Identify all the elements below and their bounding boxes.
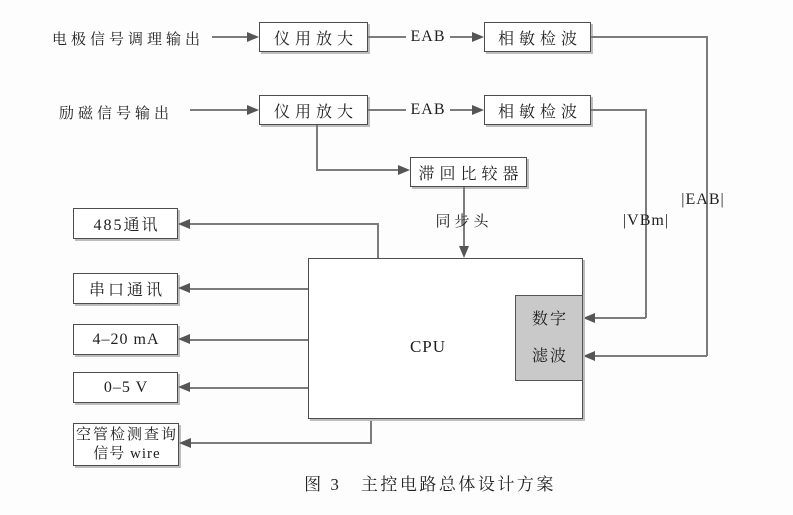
block-instrument-amp-1-label: 仪用放大 (273, 30, 358, 48)
wire-cpu-to-empty-pipe (191, 442, 372, 444)
electrode-output-label: 电极信号调理输出 (52, 32, 205, 48)
block-phase-detector-1-label: 相敏检波 (497, 30, 582, 48)
block-phase-detector-2-label: 相敏检波 (497, 103, 582, 121)
eab-label-2: EAB (410, 101, 446, 118)
block-current-loop-label: 4–20 mA (92, 330, 160, 348)
block-empty-pipe-line2: 信号 wire (93, 445, 161, 462)
arrowhead-eab-abs-to-filter (583, 351, 595, 361)
wire-branch-to-hysteresis (316, 169, 399, 171)
wire-cpu-to-4-20ma (190, 339, 308, 341)
block-serial-comm (73, 273, 178, 304)
wire-excitation-to-amp (190, 109, 248, 111)
wire-amp1-to-eab (368, 36, 406, 38)
block-phase-detector-1 (484, 22, 591, 52)
arrowhead-vbm-abs-to-filter (583, 313, 595, 323)
block-voltage-out-label: 0–5 V (103, 378, 149, 396)
block-hysteresis-comparator (410, 157, 527, 187)
eab-abs-label: |EAB| (681, 191, 725, 208)
block-485-comm-label: 485通讯 (93, 217, 160, 234)
wire-485-vertical (377, 223, 379, 258)
wire-amp2-branch-down (316, 125, 318, 170)
sync-head-label: 同步头 (435, 214, 493, 230)
block-digital-filter (515, 295, 583, 381)
wire-cpu-to-serial (190, 288, 308, 290)
arrowhead-eab-to-psd2 (472, 105, 484, 115)
block-current-loop (73, 324, 178, 355)
block-instrument-amp-1 (259, 22, 368, 52)
block-serial-comm-label: 串口通讯 (88, 282, 165, 299)
arrowhead-cpu-to-485 (178, 219, 190, 229)
arrowhead-cpu-to-4-20ma (178, 334, 190, 344)
block-empty-pipe-detect (73, 423, 179, 466)
block-empty-pipe-line1: 空管检测查询 (76, 426, 179, 443)
wire-eab-to-psd2 (450, 109, 473, 111)
block-voltage-out (73, 372, 178, 403)
arrowhead-cpu-to-serial (178, 283, 190, 293)
eab-label-1: EAB (410, 28, 446, 45)
wire-electrode-to-amp (212, 36, 248, 38)
arrowhead-electrode-to-amp (247, 32, 259, 42)
wire-cpu-bottom-vertical (370, 419, 372, 444)
arrowhead-cpu-to-empty-pipe (179, 438, 191, 448)
block-digital-filter-line1: 数字 (531, 311, 568, 328)
figure-caption: 图 3 主控电路总体设计方案 (304, 475, 556, 494)
wire-amp2-to-eab (368, 109, 406, 111)
block-cpu-label: CPU (409, 336, 447, 356)
wire-eab-abs-to-filter (595, 355, 707, 357)
wire-cpu-to-485 (190, 223, 379, 225)
arrowhead-eab-to-psd1 (472, 32, 484, 42)
vbm-abs-label: |VBm| (622, 212, 670, 229)
wire-vbm-abs-to-filter (595, 317, 646, 319)
arrowhead-excitation-to-amp (247, 105, 259, 115)
block-phase-detector-2 (484, 95, 591, 125)
block-instrument-amp-2 (259, 95, 368, 125)
wire-cpu-to-0-5v (190, 387, 308, 389)
block-485-comm (73, 208, 178, 239)
block-instrument-amp-2-label: 仪用放大 (273, 103, 358, 121)
wire-psd1-right (591, 36, 708, 38)
wire-eab-to-psd1 (450, 36, 473, 38)
arrowhead-sync-to-cpu (459, 246, 469, 258)
arrowhead-cpu-to-0-5v (178, 382, 190, 392)
wire-psd2-right (591, 109, 647, 111)
block-digital-filter-line2: 滤波 (531, 348, 568, 365)
block-hysteresis-comparator-label: 滞回比较器 (418, 165, 524, 183)
excitation-output-label: 励磁信号输出 (59, 106, 174, 122)
arrowhead-branch-to-hysteresis (398, 165, 410, 175)
